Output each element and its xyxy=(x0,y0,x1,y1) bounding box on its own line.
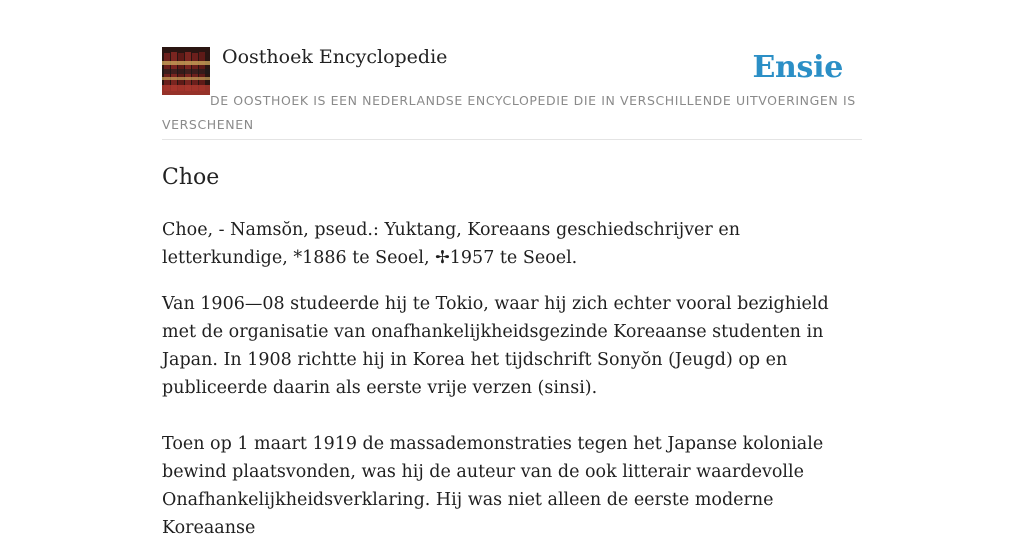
article-paragraph: Choe, - Namsŏn, pseud.: Yuktang, Koreaans geschiedschrijver en letterkundige, *1886 te Seoel, ✢1957 te Seoel. xyxy=(162,220,740,268)
article-paragraph: Toen op 1 maart 1919 de massademonstraties tegen het Japanse koloniale bewind plaatsvonden, was hij de auteur van de ook litterair waardevolle Onafhankelijkheidsverklaring. Hij was niet alleen de eerste moderne Koreaanse xyxy=(162,434,824,538)
site-header xyxy=(162,0,862,140)
article-title: Choe xyxy=(162,165,220,190)
encyclopedia-books-icon[interactable] xyxy=(162,47,210,95)
article-paragraph: Van 1906—08 studeerde hij te Tokio, waar hij zich echter vooral bezighield met de organisatie van onafhankelijkheidsgezinde Koreaanse studenten in Japan. In 1908 richtte hij in Korea het tijdschrift Sonyŏn (Jeugd) op en publiceerde daarin als eerste vrije verzen (sinsi). xyxy=(162,294,829,398)
article xyxy=(162,160,862,542)
site-tagline: DE OOSTHOEK IS EEN NEDERLANDSE ENCYCLOPEDIE DIE IN VERSCHILLENDE UITVOERINGEN IS VERSCHENEN xyxy=(162,93,856,132)
brand-logo[interactable]: Ensie xyxy=(752,50,843,85)
site-name[interactable]: Oosthoek Encyclopedie xyxy=(222,46,448,68)
